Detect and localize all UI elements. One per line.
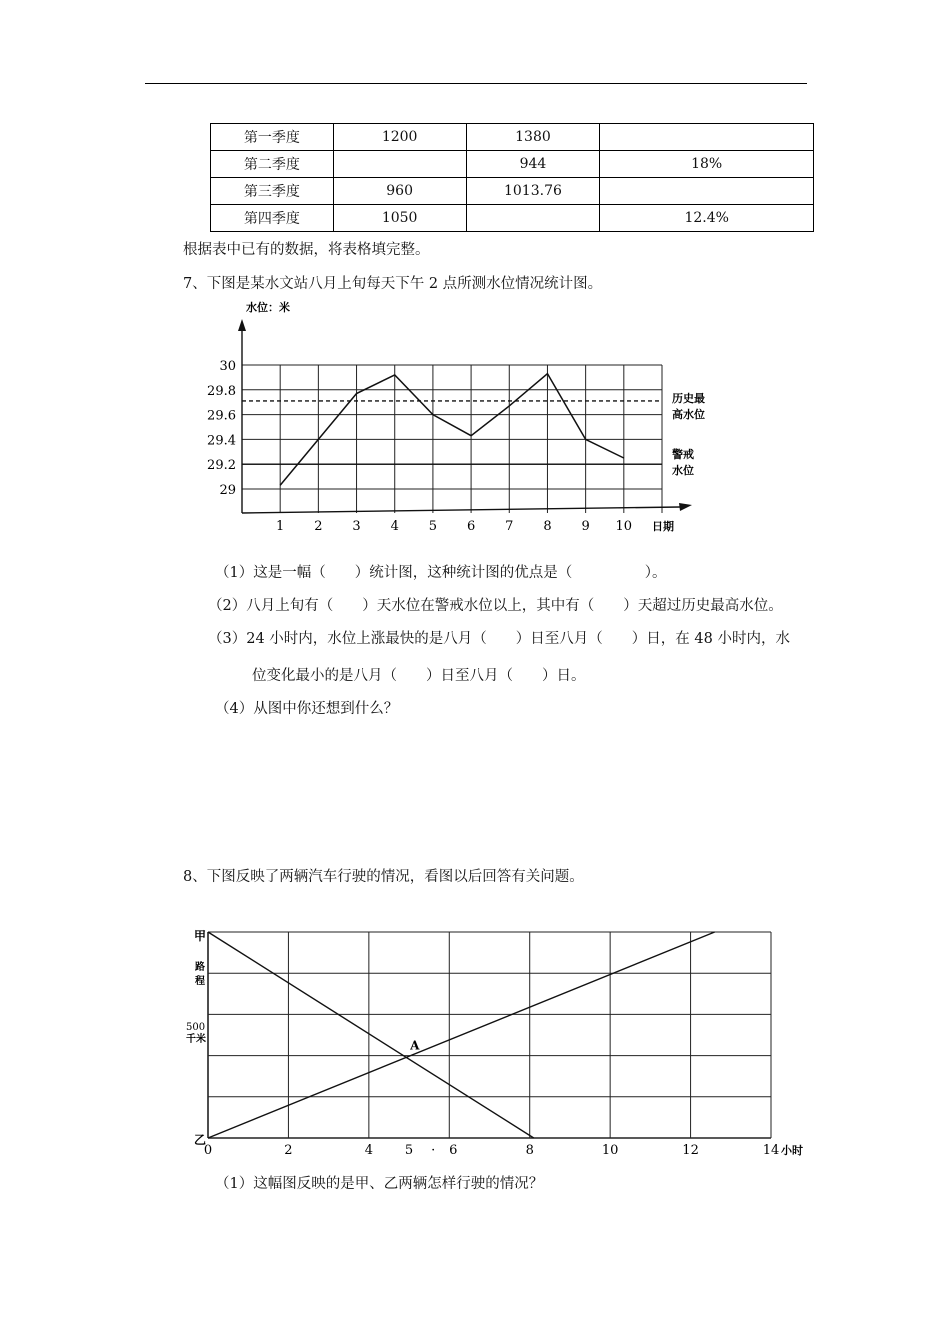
x-tick-label: 1: [276, 519, 285, 534]
x-tick-label: 12: [682, 1143, 699, 1158]
q7-title: 7、下图是某水文站八月上旬每天下午 2 点所测水位情况统计图。: [183, 276, 603, 292]
reference-line-label: 水位: [672, 464, 694, 477]
reference-line-label: 警戒: [672, 448, 694, 461]
table-cell: 1050: [333, 205, 466, 232]
x-tick-label: 4: [364, 1143, 373, 1158]
table-row: [211, 151, 814, 178]
reference-line-label: 历史最: [672, 392, 705, 405]
q7-sub4: （4）从图中你还想到什么？: [215, 701, 399, 717]
x-tick-label: 3: [352, 519, 361, 534]
travel-chart: [180, 918, 810, 1163]
header-rule: [145, 83, 807, 84]
x-tick-label: 5: [404, 1143, 414, 1158]
reference-line-label: 高水位: [672, 408, 705, 421]
y-unit-value: 500: [186, 1022, 206, 1033]
x-tick-label: 7: [505, 519, 514, 534]
table-cell: 1380: [466, 124, 600, 151]
x-axis-label: 小时: [781, 1144, 803, 1157]
y-axis-label-part: 路: [195, 962, 205, 973]
x-tick-label: 2: [314, 519, 323, 534]
table-row: [211, 205, 814, 232]
y-axis-label-part: 程: [195, 976, 205, 987]
y-tick-label: 29.8: [207, 383, 236, 399]
x-tick-label: 8: [543, 519, 552, 534]
x-axis-label: 日期: [652, 520, 674, 533]
x-axis: [242, 507, 680, 513]
table-cell: 第二季度: [211, 151, 334, 178]
table-cell: 12.4%: [600, 205, 814, 232]
x-tick-label: 8: [525, 1143, 534, 1158]
q7-sub1: （1）这是一幅（ ）统计图，这种统计图的优点是（ ）。: [215, 565, 667, 581]
y-tick-label: 30: [219, 359, 236, 374]
series-jia-line: [208, 932, 534, 1138]
table-row: [211, 178, 814, 205]
intersection-label: A: [410, 1038, 420, 1053]
table-cell: [333, 151, 466, 178]
y-tick-label: 29.4: [207, 433, 236, 449]
x-tick-label: ·: [431, 1143, 436, 1158]
q8-title: 8、下图反映了两辆汽车行驶的情况，看图以后回答有关问题。: [183, 869, 584, 885]
x-axis-arrow: [679, 503, 692, 511]
table-cell: 944: [466, 151, 600, 178]
series-yi-line: [208, 932, 715, 1138]
x-tick-label: 4: [390, 519, 399, 534]
table-instruction: 根据表中已有的数据，将表格填完整。: [183, 242, 430, 258]
y-tick-label: 29: [219, 483, 236, 498]
x-tick-label: 10: [615, 519, 633, 534]
x-tick-label: 6: [449, 1143, 458, 1158]
table-cell: 第三季度: [211, 178, 334, 205]
table-cell: [600, 178, 814, 205]
water-level-line: [280, 374, 624, 486]
table-cell: 960: [333, 178, 466, 205]
x-tick-label: 9: [581, 519, 590, 534]
q7-sub3b: 位变化最小的是八月（ ）日至八月（ ）日。: [252, 668, 586, 684]
table-cell: 第一季度: [211, 124, 334, 151]
y-tick-label: 29.2: [207, 458, 236, 474]
water-level-chart: [180, 295, 705, 540]
x-tick-label: 14: [762, 1143, 780, 1158]
table-cell: [600, 124, 814, 151]
x-tick-label: 5: [428, 519, 438, 534]
y-bottom-label: 乙: [194, 1133, 207, 1147]
table-cell: 第四季度: [211, 205, 334, 232]
table-cell: [466, 205, 600, 232]
quarter-table: [210, 123, 814, 232]
y-axis-label: 水位：米: [246, 301, 290, 314]
table-cell: 1200: [333, 124, 466, 151]
table-row: [211, 124, 814, 151]
x-tick-label: 0: [203, 1143, 213, 1158]
q7-sub2: （2）八月上旬有（ ）天水位在警戒水位以上，其中有（ ）天超过历史最高水位。: [208, 598, 783, 614]
q7-sub3a: （3）24 小时内，水位上涨最快的是八月（ ）日至八月（ ）日，在 48 小时内，水: [208, 631, 790, 647]
table-cell: 1013.76: [466, 178, 600, 205]
x-tick-label: 2: [284, 1143, 293, 1158]
y-top-label: 甲: [194, 929, 207, 943]
x-tick-label: 10: [601, 1143, 619, 1158]
y-tick-label: 29.6: [207, 408, 236, 424]
x-tick-label: 6: [466, 519, 476, 534]
y-unit: 千米: [186, 1034, 206, 1045]
y-axis-arrow: [238, 319, 246, 331]
table-cell: 18%: [600, 151, 814, 178]
q8-sub1: （1）这幅图反映的是甲、乙两辆怎样行驶的情况？: [215, 1176, 544, 1192]
